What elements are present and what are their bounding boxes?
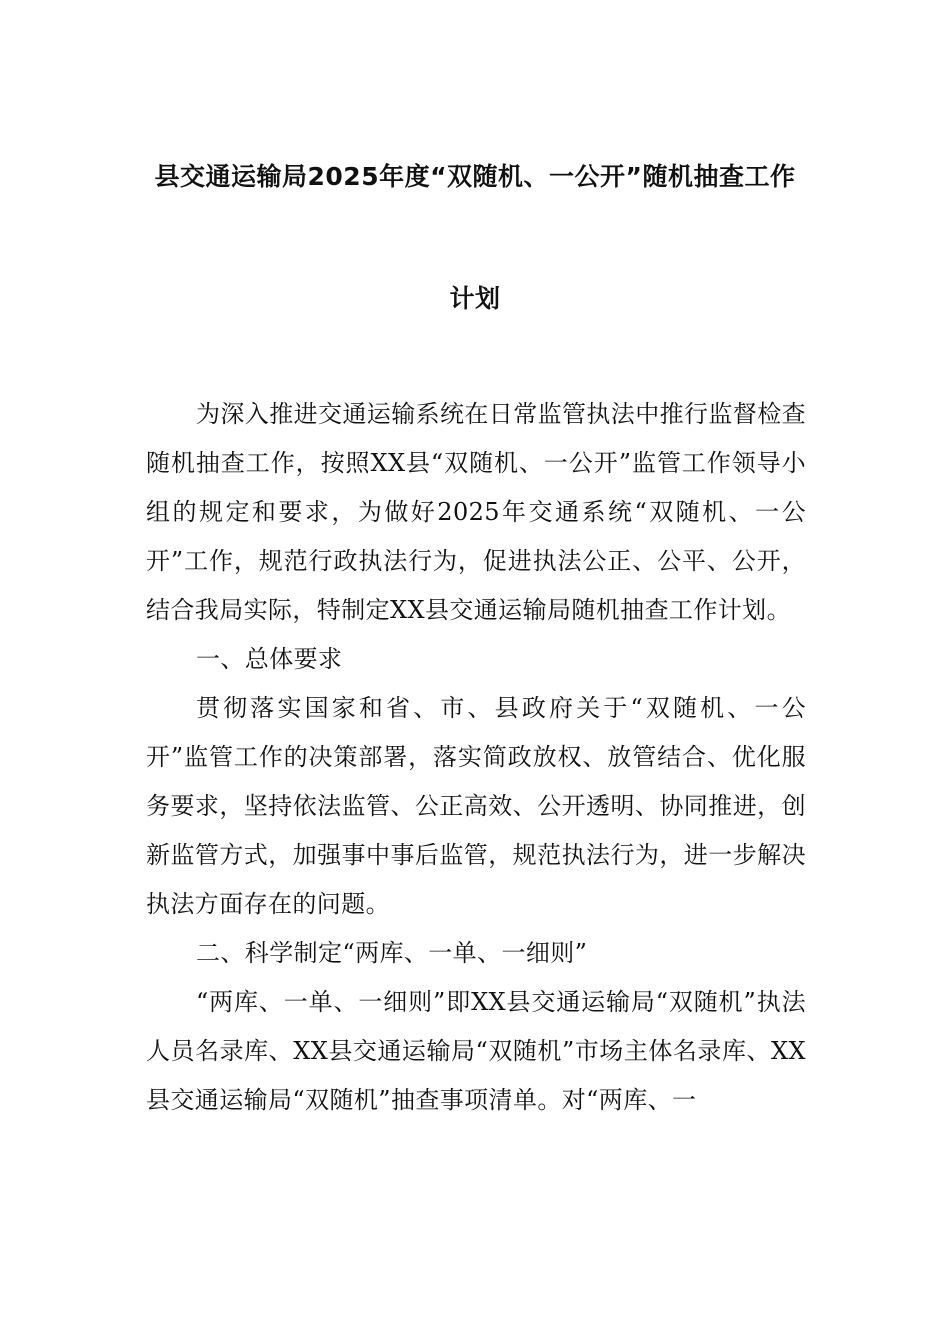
paragraph-two-libraries: “两库、一单、一细则”即XX县交通运输局“双随机”执法人员名录库、XX县交通运输局“双随机”市场主体名录库、XX县交通运输局“双随机”抽查事项清单。对“两库、一 <box>146 988 806 1114</box>
section-heading-2: 二、科学制定“两库、一单、一细则” <box>196 939 588 967</box>
section-heading-1: 一、总体要求 <box>196 645 343 673</box>
paragraph-intro: 为深入推进交通运输系统在日常监管执法中推行监督检查随机抽查工作，按照XX县“双随机、一公开”监管工作领导小组的规定和要求，为做好2025年交通系统“双随机、一公开”工作，规范行政执法行为，促进执法公正、公平、公开，结合我局实际，特制定XX县交通运输局随机抽查工作计划。 <box>146 400 806 624</box>
document-title-line-1: 县交通运输局2025年度“双随机、一公开”随机抽查工作 <box>154 162 796 191</box>
paragraph-general-requirements: 贯彻落实国家和省、市、县政府关于“双随机、一公开”监管工作的决策部署，落实简政放权、放管结合、优化服务要求，坚持依法监管、公正高效、公开透明、协同推进，创新监管方式，加强事中事后监管，规范执法行为，进一步解决执法方面存在的问题。 <box>146 694 806 918</box>
document-body <box>146 390 806 1125</box>
document-title-line-2: 计划 <box>449 284 501 313</box>
